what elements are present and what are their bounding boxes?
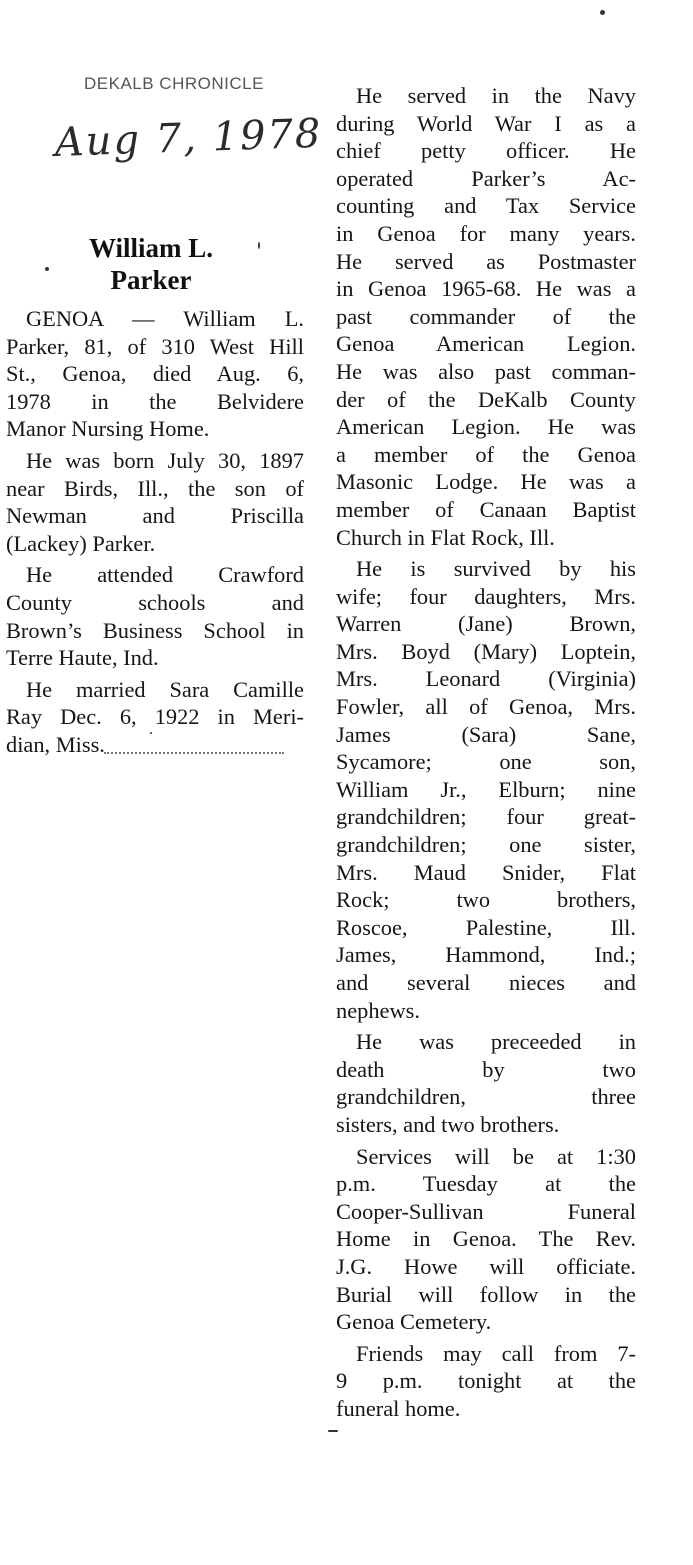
text-line: Manor Nursing Home. — [6, 416, 210, 442]
text-line: Masonic Lodge. He was a — [336, 469, 636, 495]
text-line: Burial will follow in the — [336, 1281, 636, 1307]
print-speck — [328, 1430, 338, 1432]
headline-line-2: Parker — [110, 265, 192, 295]
text-line: He was born July 30, 1897 — [26, 447, 304, 473]
text-line: nephews. — [336, 997, 420, 1023]
text-line: in Genoa 1965-68. He was a — [336, 276, 636, 302]
text-line: Newman and Priscilla — [6, 503, 304, 529]
text-line: chief petty officer. He — [336, 138, 636, 164]
text-line: Fowler, all of Genoa, Mrs. — [336, 694, 636, 720]
text-line: Genoa American Legion. — [336, 331, 636, 357]
text-line: He was preceeded in — [356, 1029, 636, 1055]
text-line: past commander of the — [336, 303, 636, 329]
print-speck — [45, 267, 49, 271]
column-divider — [104, 752, 284, 754]
text-line: Rock; two brothers, — [336, 887, 636, 913]
text-line: He married Sara Camille — [26, 676, 304, 702]
text-line: James (Sara) Sane, — [336, 721, 636, 747]
newspaper-masthead: DEKALB CHRONICLE — [84, 74, 264, 93]
left-column-paragraph — [6, 447, 304, 557]
left-column-paragraph — [6, 305, 304, 443]
text-line: Parker, 81, of 310 West Hill — [6, 333, 304, 359]
text-line: Mrs. Boyd (Mary) Loptein, — [336, 638, 636, 664]
text-line: a member of the Genoa — [336, 441, 636, 467]
text-line: William Jr., Elburn; nine — [336, 776, 636, 802]
right-column-paragraph — [336, 1143, 636, 1336]
text-line: grandchildren; one sister, — [336, 832, 636, 858]
text-line: and several nieces and — [336, 970, 636, 995]
text-line: J.G. Howe will officiate. — [336, 1253, 636, 1279]
right-column-paragraph — [336, 555, 636, 1024]
text-line: member of Canaan Baptist — [336, 496, 636, 522]
text-line: 1978 in the Belvidere — [6, 388, 304, 414]
text-line: 9 p.m. tonight at the — [336, 1368, 636, 1394]
text-line: Services will be at 1:30 — [356, 1143, 636, 1169]
text-line: Mrs. Maud Snider, Flat — [336, 859, 636, 885]
text-line: p.m. Tuesday at the — [336, 1171, 636, 1197]
headline-line-1: William L. — [88, 233, 214, 263]
text-line: sisters, and two brothers. — [336, 1111, 560, 1137]
left-column-paragraph — [6, 676, 304, 759]
text-line: He is survived by his — [356, 556, 636, 582]
text-line: St., Genoa, died Aug. 6, — [6, 361, 304, 387]
text-line: grandchildren, three — [336, 1084, 636, 1110]
text-line: James, Hammond, Ind.; — [336, 942, 636, 968]
right-column-paragraph — [336, 1028, 636, 1138]
text-line: GENOA — William L. — [26, 306, 304, 331]
text-line: He served as Postmaster — [336, 248, 636, 274]
text-line: (Lackey) Parker. — [6, 530, 156, 556]
obituary-headline — [0, 232, 302, 296]
left-column — [6, 305, 304, 763]
text-line: Roscoe, Palestine, Ill. — [336, 914, 636, 940]
text-line: der of the DeKalb County — [336, 386, 636, 412]
text-line: operated Parker’s Ac- — [336, 165, 636, 191]
text-line: death by two — [336, 1056, 636, 1082]
text-line: Mrs. Leonard (Virginia) — [336, 666, 636, 692]
text-line: County schools and — [6, 589, 304, 615]
handwritten-date: Aug 7, 1978 — [54, 110, 324, 166]
text-line: He served in the Navy — [356, 83, 636, 108]
text-line: He attended Crawford — [26, 562, 304, 588]
text-line: Terre Haute, Ind. — [6, 645, 159, 671]
text-line: wife; four daughters, Mrs. — [336, 583, 636, 609]
text-line: Cooper-Sullivan Funeral — [336, 1198, 636, 1224]
text-line: Genoa Cemetery. — [336, 1309, 492, 1335]
text-line: American Legion. He was — [336, 414, 636, 440]
text-line: Ray Dec. 6, 1922 in Meri- — [6, 704, 304, 730]
text-line: Brown’s Business School in — [6, 617, 304, 643]
print-speck — [258, 242, 260, 249]
text-line: Home in Genoa. The Rev. — [336, 1226, 636, 1252]
text-line: Friends may call from 7- — [356, 1340, 636, 1366]
text-line: near Birds, Ill., the son of — [6, 475, 304, 501]
text-line: funeral home. — [336, 1395, 461, 1421]
text-line: dian, Miss. — [6, 731, 105, 757]
text-line: Warren (Jane) Brown, — [336, 611, 636, 637]
text-line: Church in Flat Rock, Ill. — [336, 524, 555, 550]
print-speck — [600, 10, 605, 15]
right-column-paragraph — [336, 82, 636, 551]
text-line: counting and Tax Service — [336, 193, 636, 219]
text-line: Sycamore; one son, — [336, 749, 636, 775]
text-line: He was also past comman- — [336, 358, 636, 384]
right-column-paragraph — [336, 1340, 636, 1423]
left-column-paragraph — [6, 561, 304, 671]
right-column — [336, 82, 636, 1427]
print-speck — [150, 732, 152, 734]
text-line: in Genoa for many years. — [336, 220, 636, 246]
text-line: grandchildren; four great- — [336, 804, 636, 830]
text-line: during World War I as a — [336, 110, 636, 136]
